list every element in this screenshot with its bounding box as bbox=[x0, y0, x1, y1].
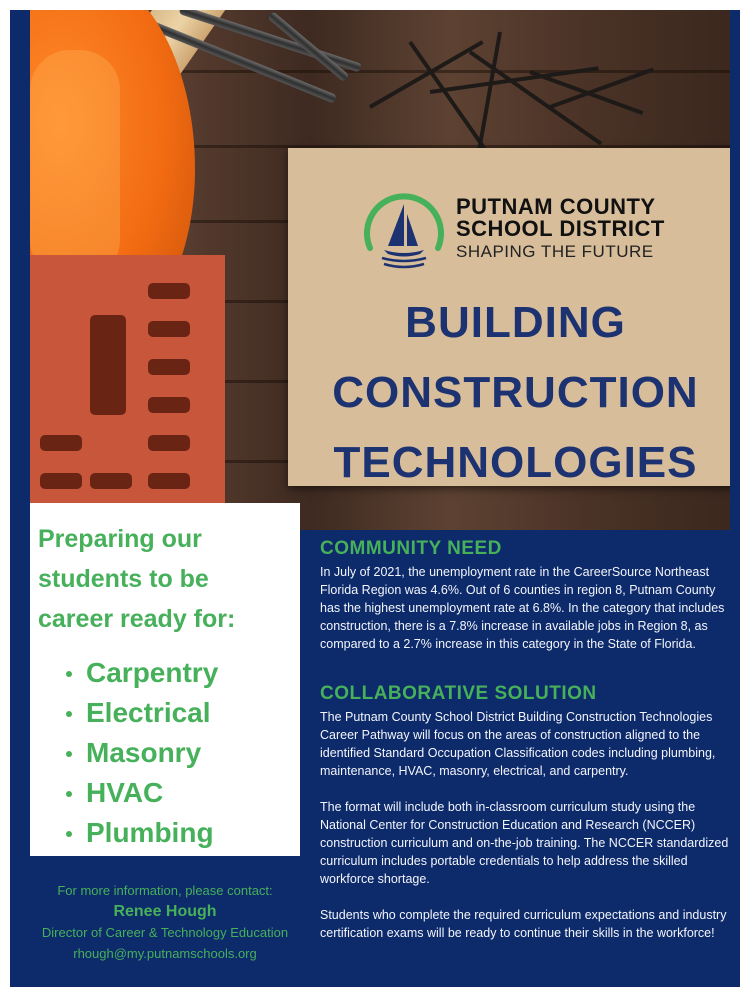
program-title-line1: BUILDING bbox=[405, 298, 626, 347]
trade-item-hvac: HVAC bbox=[66, 773, 218, 813]
district-name-line1: PUTNAM COUNTY bbox=[456, 194, 656, 219]
program-title bbox=[288, 288, 730, 498]
brick-hole bbox=[148, 435, 190, 451]
brick-hole bbox=[148, 321, 190, 337]
career-ready-heading-line3: career ready for: bbox=[38, 605, 236, 633]
brick-hole bbox=[90, 315, 126, 415]
trade-item-plumbing: Plumbing bbox=[66, 813, 218, 853]
career-ready-heading bbox=[38, 519, 300, 639]
program-title-line2: CONSTRUCTION bbox=[332, 368, 699, 417]
trade-item-electrical: Electrical bbox=[66, 693, 218, 733]
district-tagline: SHAPING THE FUTURE bbox=[456, 242, 654, 261]
solution-paragraph-3: Students who complete the required curriculum expectations and industry certification exams will be ready to continue their skills in the workforce! bbox=[320, 908, 727, 940]
brick-hole bbox=[40, 473, 82, 489]
hero-photo bbox=[30, 10, 730, 530]
details-column bbox=[320, 538, 730, 942]
community-need-title: COMMUNITY NEED bbox=[320, 538, 502, 559]
contact-intro: For more information, please contact: bbox=[57, 883, 273, 898]
district-name bbox=[456, 196, 716, 240]
collaborative-solution-title: COLLABORATIVE SOLUTION bbox=[320, 683, 597, 704]
contact-title: Director of Career & Technology Education bbox=[41, 925, 289, 940]
career-ready-heading-line1: Preparing our bbox=[38, 525, 202, 553]
contact-email[interactable]: rhough@my.putnamschools.org bbox=[73, 946, 257, 961]
brick-hole bbox=[90, 473, 132, 489]
trade-list bbox=[66, 653, 218, 853]
solution-paragraph-1: The Putnam County School District Building Construction Technologies Career Pathway will focus on the areas of construction aligned to the identified Standard Occupation Classification codes including plumbing, maintenance, HVAC, masonry, electrical, and carpentry. bbox=[320, 710, 716, 778]
brick-hole bbox=[40, 435, 82, 451]
trade-item-carpentry: Carpentry bbox=[66, 653, 218, 693]
program-title-line3: TECHNOLOGIES bbox=[333, 438, 698, 487]
brick-hole bbox=[148, 397, 190, 413]
trade-item-masonry: Masonry bbox=[66, 733, 218, 773]
title-card bbox=[288, 148, 730, 486]
district-name-line2: SCHOOL DISTRICT bbox=[456, 216, 665, 241]
career-ready-box bbox=[30, 503, 300, 856]
brick-hole bbox=[148, 359, 190, 375]
bricks bbox=[30, 255, 225, 530]
contact-block bbox=[30, 880, 300, 964]
district-logo bbox=[358, 186, 450, 278]
flyer bbox=[10, 10, 740, 987]
nail bbox=[369, 40, 484, 108]
solution-paragraph-2: The format will include both in-classroom curriculum study using the National Center for Construction Education and Research (NCCER) construction curriculum and on-the-job training. The NCCER standardized curriculum includes portable credentials to help address the skilled workforce shortage. bbox=[320, 800, 729, 886]
hard-hat-highlight bbox=[30, 50, 120, 280]
community-need-text: In July of 2021, the unemployment rate in the CareerSource Northeast Florida Region was 4.6%. Out of 6 counties in region 8, Putnam County has the highest unemployment rate at 6.8%. In the category that includes construction, there is a 7.8% increase in available jobs in Region 8, as compared to a 2.7% increase in this category in the State of Florida. bbox=[320, 565, 725, 651]
career-ready-heading-line2: students to be bbox=[38, 565, 209, 593]
brick-hole bbox=[148, 473, 190, 489]
contact-name: Renee Hough bbox=[113, 903, 217, 920]
brick-hole bbox=[148, 283, 190, 299]
